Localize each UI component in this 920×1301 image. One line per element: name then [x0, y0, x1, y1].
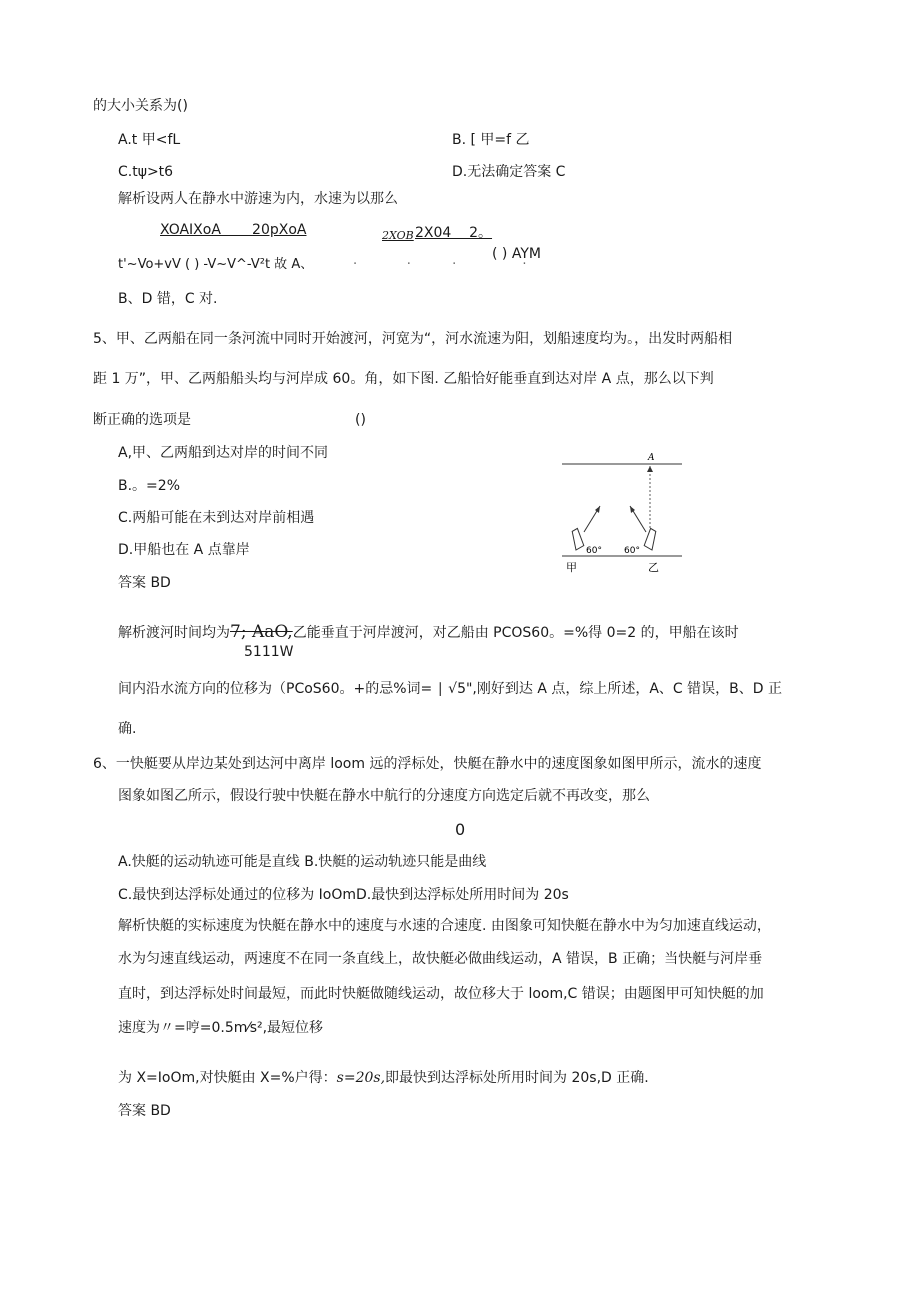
- boat-jia-label: 甲: [566, 561, 577, 574]
- boat-yi-label: 乙: [648, 561, 659, 574]
- q4-formula-right-1: 2XOB: [382, 229, 414, 242]
- q6-analysis-5-pre: 为 X=IoOm,对快艇由 X=%户得：: [118, 1070, 337, 1086]
- q6-analysis-1: 解析快艇的实标速度为快艇在静水中的速度与水速的合速度. 由图象可知快艇在静水中为匀加速直线运动，: [118, 918, 771, 934]
- dashed-line-arrowhead: [647, 466, 653, 472]
- q6-analysis-5-italic: s=20s,: [336, 1070, 386, 1086]
- q6-analysis-2: 水为匀速直线运动，两速度不在同一条直线上，故快艇必做曲线运动，A 错误，B 正确；当快艇与河岸垂: [118, 951, 763, 967]
- q5-analysis-2: 间内沿水流方向的位移为（PCoS60。+的忌%词= ∣ √5",刚好到达 A 点，综上所述，A、C 错误，B、D 正: [118, 681, 782, 697]
- q6-stem-1: 6、一快艇要从岸边某处到达河中离岸 loom 远的浮标处，快艇在静水中的速度图象如图甲所示，流水的速度: [93, 756, 762, 772]
- q5-analysis-post: 乙能垂直于河岸渡河，对乙船由 PCOS60。=%得 0=2 的，甲船在该时: [292, 625, 739, 641]
- q4-formula-dots: · · · ·: [353, 257, 527, 272]
- q6-analysis-5-post: 即最快到达浮标处所用时间为 20s,D 正确.: [385, 1070, 649, 1086]
- q4-formula-left: XOAIXoA 20pXoA: [160, 222, 307, 238]
- q6-stem-2: 图象如图乙所示，假设行驶中快艇在静水中航行的分速度方向选定后就不再改变，那么: [118, 788, 650, 804]
- angle-left-label: 60°: [586, 546, 602, 556]
- boat-jia: [567, 528, 586, 550]
- q5-analysis-fraction: 7; AaO,: [230, 622, 293, 642]
- q4-formula-line2-right: ( ) AYM: [492, 246, 541, 262]
- q5-option-b: B.。=2%: [118, 478, 180, 494]
- q5-option-d: D.甲船也在 A 点靠岸: [118, 542, 250, 558]
- q5-option-a: A,甲、乙两船到达对岸的时间不同: [118, 445, 329, 461]
- q6-analysis-3: 直时，到达浮标处时间最短，而此时快艇做随线运动，故位移大于 loom,C 错误；由题图甲可知快艇的加: [118, 986, 764, 1002]
- q4-option-a: A.t 甲<fL: [118, 132, 181, 148]
- angle-right-label: 60°: [624, 546, 640, 556]
- q6-options-cd: C.最快到达浮标处通过的位移为 IoOmD.最快到达浮标处所用时间为 20s: [118, 887, 569, 903]
- q5-stem-2: 距 1 万”，甲、乙两船船头均与河岸成 60。角，如下图. 乙船恰好能垂直到达对岸 A 点，那么以下判: [93, 371, 714, 387]
- q4-analysis-1: 解析设两人在静水中游速为内，水速为以那么: [118, 191, 398, 207]
- q5-analysis-pre: 解析渡河时间均为: [118, 625, 230, 641]
- q4-option-d: D.无法确定答案 C: [452, 164, 566, 180]
- q4-analysis-2: B、D 错，C 对.: [118, 291, 218, 307]
- q6-analysis-5: [118, 1069, 649, 1087]
- q6-options-ab: A.快艇的运动轨迹可能是直线 B.快艇的运动轨迹只能是曲线: [118, 854, 487, 870]
- q6-answer: 答案 BD: [118, 1103, 171, 1119]
- q5-analysis-1: [118, 623, 739, 642]
- q5-stem-1: 5、甲、乙两船在同一条河流中同时开始渡河，河宽为“，河水流速为阳，划船速度均为。，出发时两船相: [93, 331, 733, 347]
- q4-stem-tail: 的大小关系为(): [93, 98, 188, 114]
- q5-answer-paren: (): [355, 412, 366, 428]
- q5-analysis-3: 确.: [118, 721, 137, 737]
- river-crossing-figure: [562, 450, 684, 578]
- q5-answer: 答案 BD: [118, 575, 171, 591]
- q4-option-c: C.tψ>t6: [118, 164, 174, 180]
- q5-analysis-subscript: 5111W: [244, 644, 294, 660]
- q4-formula-right-2: 2X04 2。: [415, 225, 493, 241]
- q6-answer-paren: 0: [455, 820, 466, 839]
- q4-formula-line2-left: t'~Vo+vV ( ) -V~V^-V²t 故 A、: [118, 257, 314, 272]
- q5-stem-3: 断正确的选项是: [93, 412, 191, 428]
- q6-analysis-4: 速度为〃=哼=0.5m⁄s²,最短位移: [118, 1020, 324, 1036]
- q5-option-c: C.两船可能在未到达对岸前相遇: [118, 510, 315, 526]
- boat-yi: [642, 528, 661, 550]
- q4-option-b: B. [ 甲=f 乙: [452, 132, 530, 148]
- point-a-label: A: [648, 453, 655, 463]
